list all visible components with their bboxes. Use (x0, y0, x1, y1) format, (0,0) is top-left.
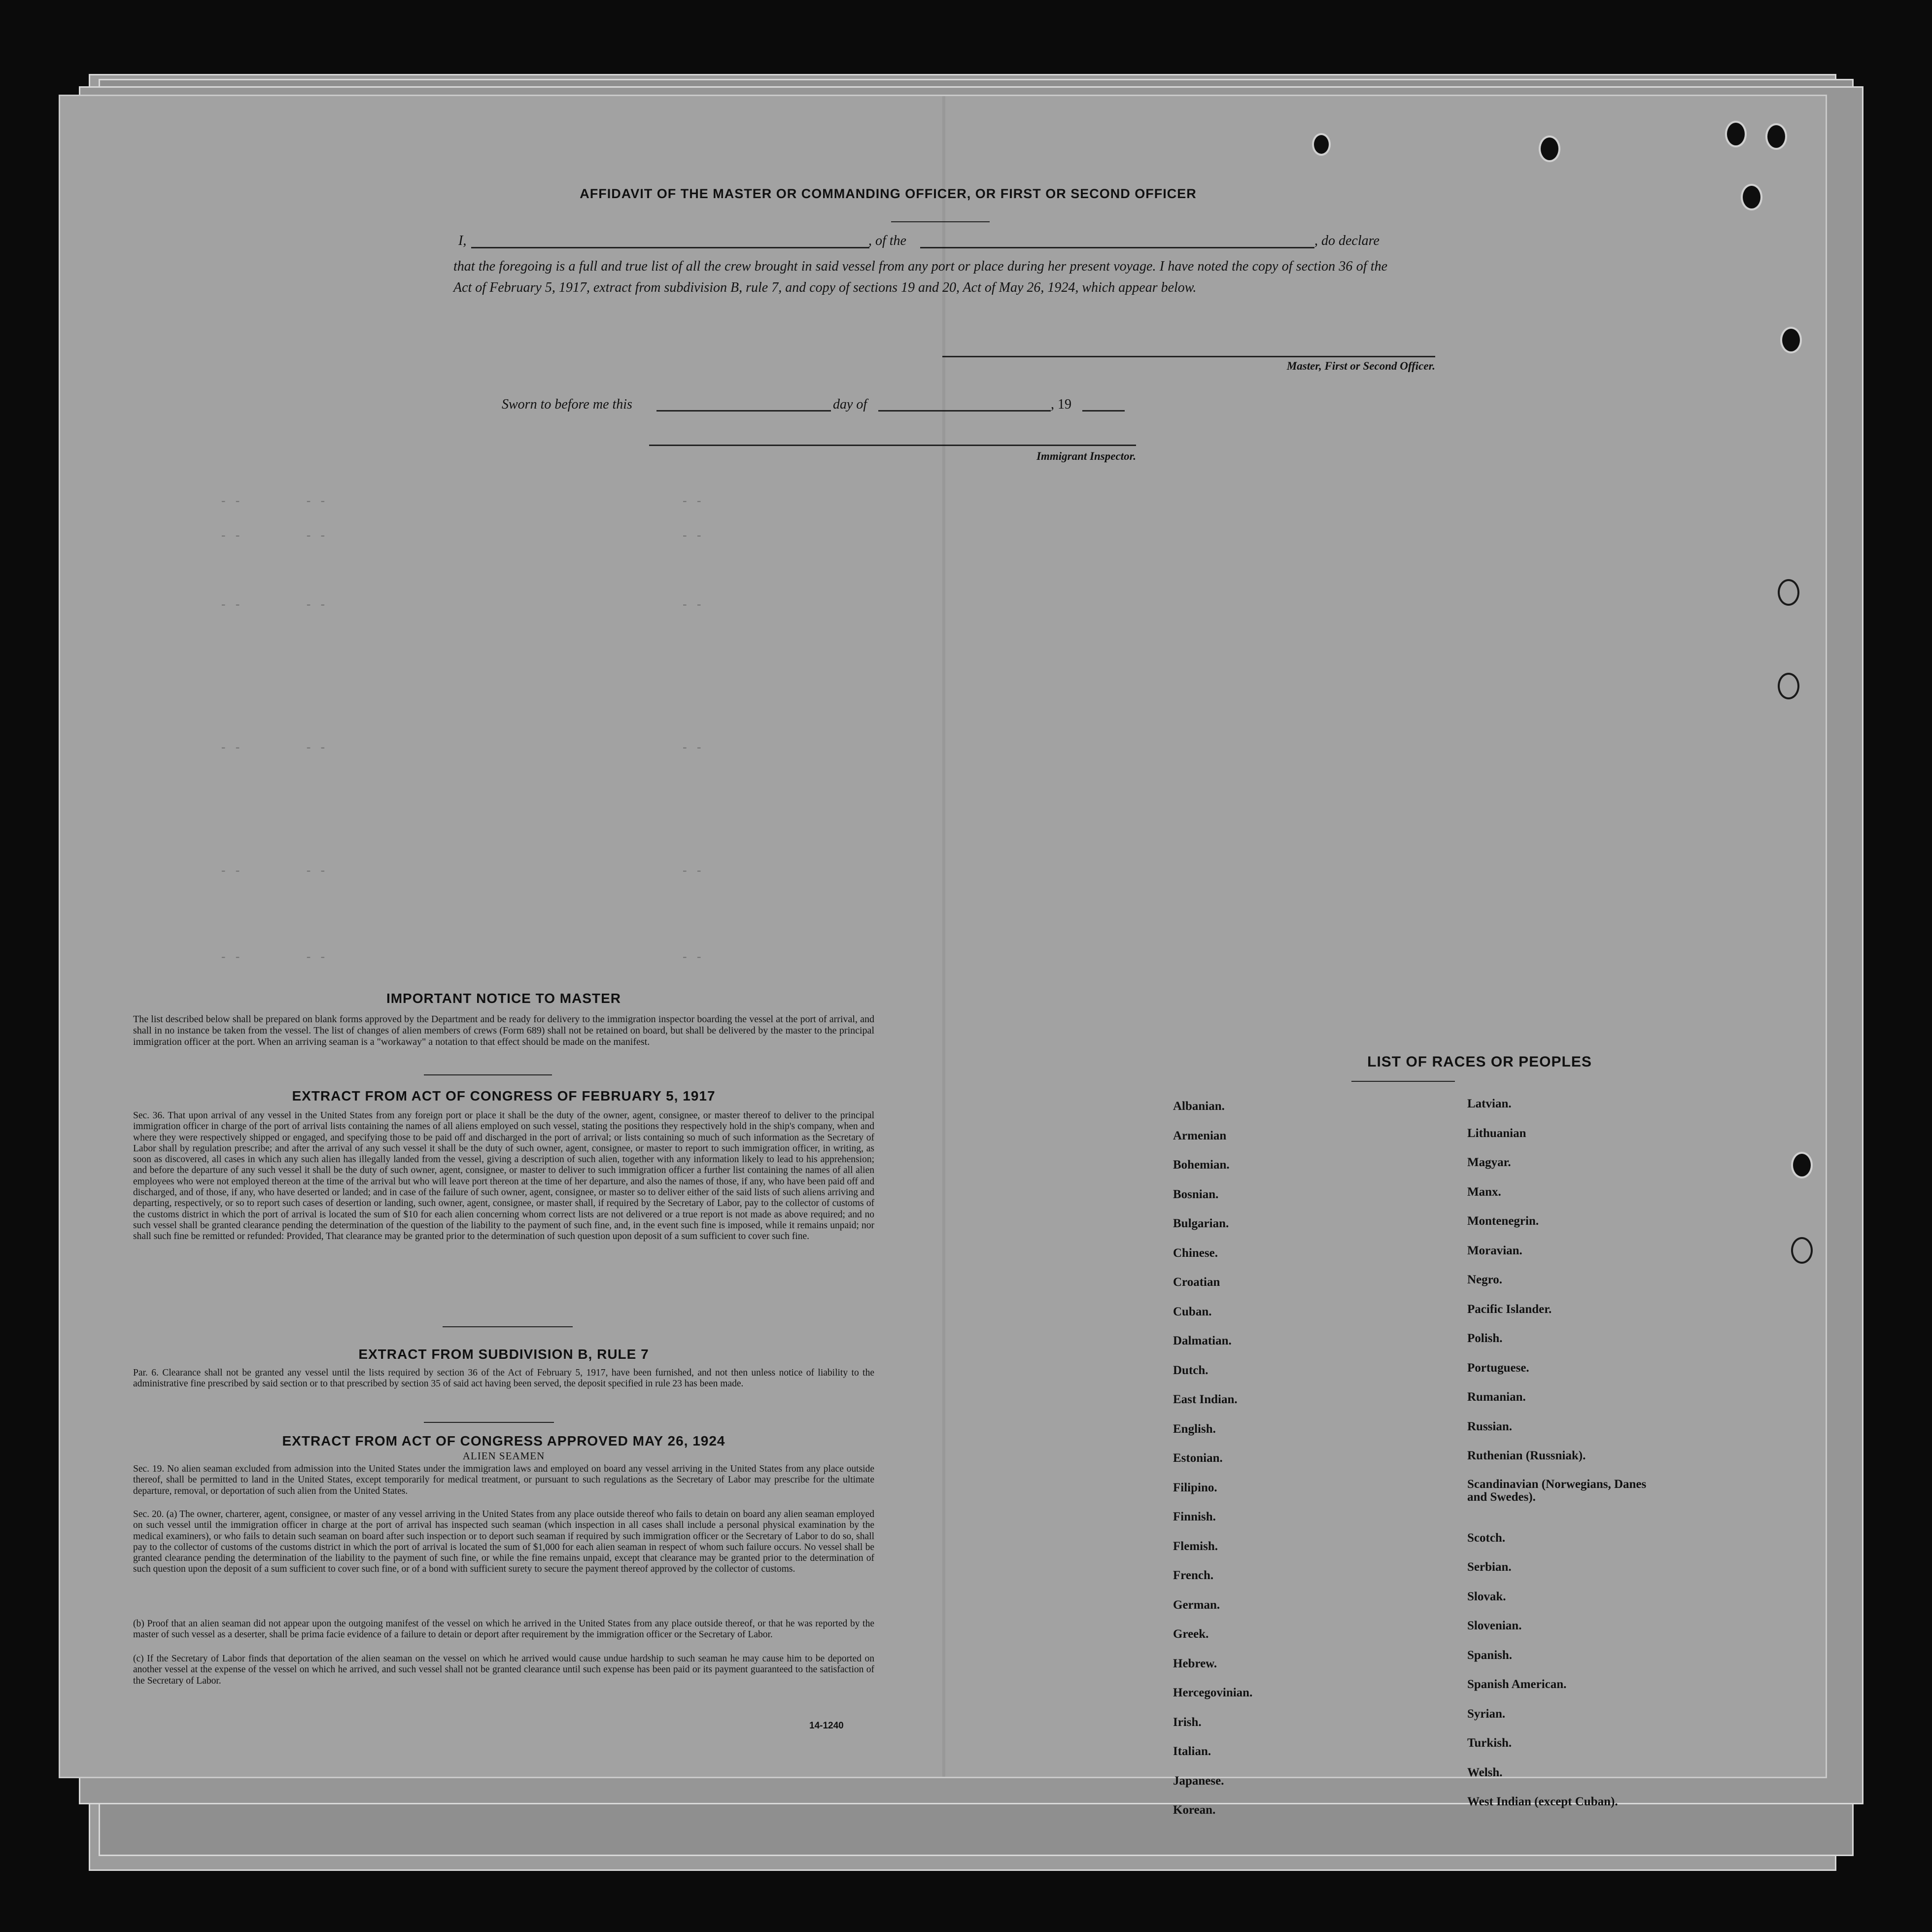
race-item: Montenegrin. (1467, 1214, 1539, 1228)
binder-hole (1791, 1152, 1813, 1178)
race-item: Greek. (1173, 1627, 1209, 1641)
binder-hole (1778, 579, 1799, 606)
section-rule (424, 1074, 552, 1075)
bleed-through-text: - - - - - - (149, 742, 710, 755)
race-item: Albanian. (1173, 1100, 1225, 1113)
race-item: Scandinavian (Norwegians, Danes and Swedes). (1467, 1477, 1647, 1504)
declare-i-label: I, (458, 233, 467, 248)
race-item: Ruthenian (Russniak). (1467, 1449, 1586, 1462)
section-rule (424, 1422, 554, 1423)
inspector-label: Immigrant Inspector. (1036, 450, 1136, 462)
sworn-label: Sworn to before me this (502, 397, 632, 412)
binder-hole (1312, 133, 1331, 156)
race-item: Turkish. (1467, 1736, 1512, 1750)
races-title: LIST OF RACES OR PEOPLES (1367, 1054, 1592, 1070)
binder-hole (1778, 673, 1799, 699)
race-item: Serbian. (1467, 1560, 1512, 1574)
day-of-label: day of (833, 397, 867, 412)
race-item: Irish. (1173, 1715, 1202, 1729)
section-rule (443, 1326, 573, 1327)
race-item: Polish. (1467, 1332, 1503, 1345)
binder-hole (1791, 1237, 1813, 1264)
race-item: Latvian. (1467, 1097, 1512, 1110)
race-item: English. (1173, 1422, 1216, 1436)
race-item: Bohemian. (1173, 1158, 1230, 1172)
master-signature-label: Master, First or Second Officer. (1286, 360, 1435, 372)
race-item: Spanish. (1467, 1648, 1513, 1662)
alien-seamen-subtitle: ALIEN SEAMEN (462, 1450, 545, 1462)
vessel-blank[interactable] (920, 247, 1314, 248)
race-item: East Indian. (1173, 1393, 1238, 1406)
races-title-rule (1351, 1081, 1455, 1082)
race-item: Rumanian. (1467, 1390, 1526, 1404)
race-item: Dalmatian. (1173, 1334, 1232, 1347)
year-blank[interactable] (1082, 410, 1125, 412)
extract-rule7-body: Par. 6. Clearance shall not be granted any vessel until the lists required by section 36 of the Act of February 5, 1917, have been furnished, and not then unless notice of liability to the administrative fine prescribed by said section or to that prescribed by section 35 of said act having been served, the deposit specified in rule 23 has been made. (133, 1368, 874, 1389)
sec19-body: Sec. 19. No alien seaman excluded from admission into the United States under the immigration laws and employed on board any vessel arriving in the United States from any place outside thereof, shall be permitted to land in the United States, except temporarily for medical treatment, or pursuant to such regulations as the Secretary of Labor may prescribe for the ultimate departure, removal, or deportation of such alien from the United States. (133, 1464, 874, 1496)
sworn-day-blank[interactable] (656, 410, 831, 412)
bleed-through-text: - - - - - - (149, 495, 710, 509)
race-item: Flemish. (1173, 1539, 1218, 1553)
affidavit-statement: that the foregoing is a full and true list of all the crew brought in said vessel from any port or place during her present voyage. I have noted the copy of section 36 of the Act of February 5, 1917, extract from subdivision B, rule 7, and copy of sections 19 and 20, Act of May 26, 1924, which appear below. (453, 259, 1387, 295)
race-item: Dutch. (1173, 1363, 1208, 1377)
extract-1917-title: EXTRACT FROM ACT OF CONGRESS OF FEBRUARY 5, 1917 (292, 1088, 716, 1104)
race-item: Finnish. (1173, 1510, 1216, 1523)
race-item: Bulgarian. (1173, 1217, 1229, 1230)
race-item: Slovak. (1467, 1589, 1506, 1603)
race-item: West Indian (except Cuban). (1467, 1795, 1618, 1808)
sec20b-body: (b) Proof that an alien seaman did not appear upon the outgoing manifest of the vessel on which he arrived in the United States from any place outside thereof, or that he was reported by the master of such vessel as a deserter, shall be prima facie evidence of a failure to detain or deport after requirement by the immigration officer or the Secretary of Labor. (133, 1619, 874, 1640)
name-blank[interactable] (471, 247, 869, 248)
race-item: Slovenian. (1467, 1619, 1522, 1632)
page-fold (942, 96, 945, 1777)
race-item: French. (1173, 1569, 1214, 1582)
race-item: Magyar. (1467, 1156, 1511, 1169)
declare-end-label: , do declare (1314, 233, 1380, 248)
binder-hole (1780, 327, 1802, 353)
race-item: Chinese. (1173, 1246, 1218, 1260)
bleed-through-text: - - - - - - (149, 530, 710, 543)
race-item: Negro. (1467, 1273, 1503, 1286)
binder-hole (1725, 121, 1747, 147)
race-item: Moravian. (1467, 1243, 1522, 1257)
extract-1917-body: Sec. 36. That upon arrival of any vessel in the United States from any foreign port or place it shall be the duty of the owner, agent, consignee, or master thereof to deliver to the principal immigration officer in charge of the port of arrival lists containing the names of all aliens employed on such vessel, stating the positions they respectively hold in the ship's company, when and where they were respectively shipped or engaged, and specifying those to be paid off and discharged in the port of arrival; or lists containing so much of such information as the Secretary of Labor shall by regulation prescribe; and after the arrival of any such vessel it shall be the duty of such owner, agent, consignee, or master to report to such immigration officer, in writing, as soon as discovered, all cases in which any such alien has illegally landed from the vessel, giving a description of such alien, together with any information likely to lead to his apprehension; and before the departure of any such vessel it shall be the duty of such owner, agent, consignee, or master to deliver to such immigration officer a further list containing the names of all alien employees who were not employed thereon at the time of the arrival but who will leave port thereon at the time of her departure, and also the names of those, if any, who have been paid off and discharged, and of those, if any, who have deserted or landed; and in case of the failure of such owner, agent, consignee, or master so to deliver either of the said lists of such aliens arriving and departing, respectively, or so to report such cases of desertion or landing, such owner, agent, consignee, or master shall, if required by the Secretary of Labor, pay to the collector of customs of the customs district in which the port of arrival is located the sum of $10 for each alien concerning whom correct lists are not delivered or a true report is not made as above required; and no such vessel shall be granted clearance pending the determination of the question of the liability to the payment of such fine, and, in the event such fine is imposed, while it remains unpaid; nor shall such fine be remitted or refunded: Provided, That clearance may be granted prior to the determination of such question upon deposit of a sum sufficient to cover such fine. (133, 1110, 874, 1242)
race-item: Russian. (1467, 1419, 1513, 1433)
extract-1924-title: EXTRACT FROM ACT OF CONGRESS APPROVED MAY 26, 1924 (282, 1433, 725, 1449)
affidavit-title-rule (891, 221, 990, 222)
notice-body: The list described below shall be prepared on blank forms approved by the Department and be ready for delivery to the immigration inspector boarding the vessel at the port of arrival, and shall in no instance be taken from the vessel. The list of changes of alien members of crews (Form 689) shall not be retained on board, but shall be delivered by the master to the principal immigration officer at the port. When an arriving seaman is a "workaway" a notation to that effect should be made on the manifest. (133, 1014, 874, 1047)
declare-vessel-label: , of the (868, 233, 906, 248)
race-item: Estonian. (1173, 1451, 1223, 1465)
race-item: Lithuanian (1467, 1126, 1526, 1140)
race-item: Cuban. (1173, 1305, 1212, 1318)
race-item: Pacific Islander. (1467, 1302, 1552, 1316)
binder-hole (1539, 136, 1560, 162)
race-item: Hebrew. (1173, 1656, 1217, 1670)
race-item: Hercegovinian. (1173, 1686, 1253, 1699)
binder-hole (1765, 123, 1787, 150)
inspector-signature-line[interactable] (649, 445, 1136, 446)
race-item: Bosnian. (1173, 1187, 1219, 1201)
crew-list-form-page (60, 96, 1826, 1817)
race-item: Armenian (1173, 1129, 1227, 1142)
race-item: Italian. (1173, 1745, 1211, 1758)
race-item: Syrian. (1467, 1707, 1506, 1721)
sec20a-body: Sec. 20. (a) The owner, charterer, agent, consignee, or master of any vessel arriving in the United States from any place outside thereof who fails to detain on board any alien seaman employed on such vessel until the immigration officer in charge at the port of arrival has inspected such seaman (which inspection in all cases shall include a personal physical examination by the medical examiners), or who fails to detain such seaman on board after such inspection or to deport such seaman if required by such immigration officer or the Secretary of Labor to do so, shall pay to the collector of customs of the customs district in which the port of arrival is located the sum of $1,000 for each alien seaman in respect of whom such failure occurs. No vessel shall be granted clearance pending the determination of the liability to the payment of such fine, or while the fine remains unpaid, except that clearance may be granted prior to the determination of such question upon the deposit of a sum sufficient to cover such fine, or of a bond with sufficient surety to secure the payment thereof approved by the collector of customs. (133, 1509, 874, 1575)
bleed-through-text: - - - - - - (149, 951, 710, 965)
race-item: Korean. (1173, 1803, 1216, 1817)
race-item: Spanish American. (1467, 1678, 1567, 1691)
race-item: Manx. (1467, 1185, 1501, 1199)
notice-title: IMPORTANT NOTICE TO MASTER (386, 991, 621, 1006)
bleed-through-text: - - - - - - (149, 865, 710, 878)
sworn-month-blank[interactable] (878, 410, 1051, 412)
race-item: Scotch. (1467, 1531, 1506, 1545)
race-item: Welsh. (1467, 1765, 1503, 1779)
affidavit-title: AFFIDAVIT OF THE MASTER OR COMMANDING OFFICER, OR FIRST OR SECOND OFFICER (580, 186, 1197, 201)
race-item: Filipino. (1173, 1481, 1217, 1494)
race-item: Croatian (1173, 1276, 1220, 1289)
form-number: 14-1240 (809, 1721, 844, 1731)
races-right-column (1467, 1097, 1743, 1824)
race-item: German. (1173, 1598, 1220, 1612)
race-item: Japanese. (1173, 1774, 1224, 1788)
race-item: Portuguese. (1467, 1361, 1529, 1375)
sec20c-body: (c) If the Secretary of Labor finds that deportation of the alien seaman on the vessel on which he arrived would cause undue hardship to such seaman he may cause him to be deported on another vessel at the expense of the vessel on which he arrived, and such vessel shall not be granted clearance until such expense has been paid or its payment guaranteed to the satisfaction of the Secretary of Labor. (133, 1654, 874, 1686)
year-label: , 19 (1051, 397, 1071, 412)
races-left-column (1173, 1099, 1469, 1832)
binder-hole (1741, 184, 1762, 210)
master-signature-line[interactable] (942, 356, 1435, 357)
extract-rule7-title: EXTRACT FROM SUBDIVISION B, RULE 7 (358, 1346, 649, 1362)
bleed-through-text: - - - - - - (149, 599, 710, 612)
